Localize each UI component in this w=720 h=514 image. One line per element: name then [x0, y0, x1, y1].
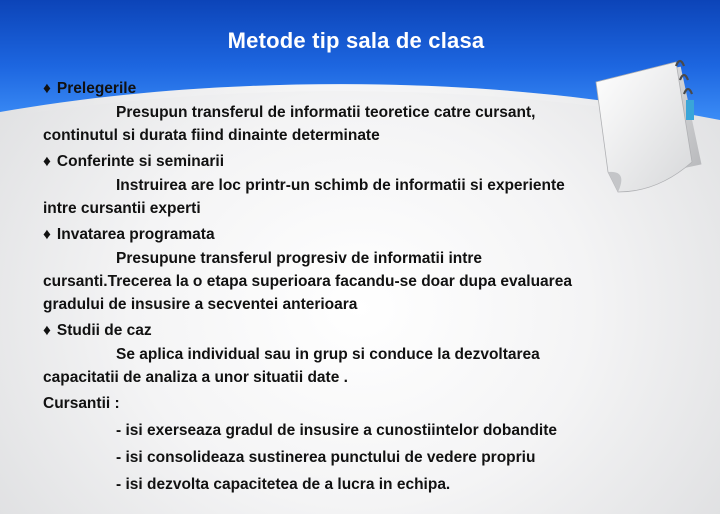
slide-title: Metode tip sala de clasa — [227, 28, 485, 53]
section-text: capacitatii de analiza a unor situatii date . — [43, 369, 348, 386]
section-text: Presupune transferul progresiv de informatii intre — [116, 250, 483, 267]
section-text: gradului de insusire a secventei anterioara — [43, 296, 358, 313]
section-heading: ♦ Invatarea programata — [43, 223, 683, 247]
cursantii-item: - isi exerseaza gradul de insusire a cunostiintelor dobandite — [116, 422, 558, 439]
cursantii-label: Cursantii : — [43, 395, 120, 412]
section-text: Instruirea are loc printr-un schimb de informatii si experiente — [116, 177, 565, 194]
cursantii-item: - isi consolideaza sustinerea punctului de vedere propriu — [116, 449, 536, 466]
slide-content — [43, 77, 683, 497]
section-heading: ♦ Conferinte si seminarii — [43, 150, 683, 174]
section-text: continutul si durata fiind dinainte determinate — [43, 127, 380, 144]
section-heading: ♦ Studii de caz — [43, 319, 683, 343]
section-text: Se aplica individual sau in grup si conduce la dezvoltarea — [116, 346, 540, 363]
cursantii-item: - isi dezvolta capacitetea de a lucra in echipa. — [116, 476, 451, 493]
section-heading: ♦ Prelegerile — [43, 77, 683, 101]
section-text: intre cursantii experti — [43, 200, 201, 217]
section-text: Presupun transferul de informatii teoretice catre cursant, — [116, 104, 536, 121]
section-text: cursanti.Trecerea la o etapa superioara facandu-se doar dupa evaluarea — [43, 273, 572, 290]
